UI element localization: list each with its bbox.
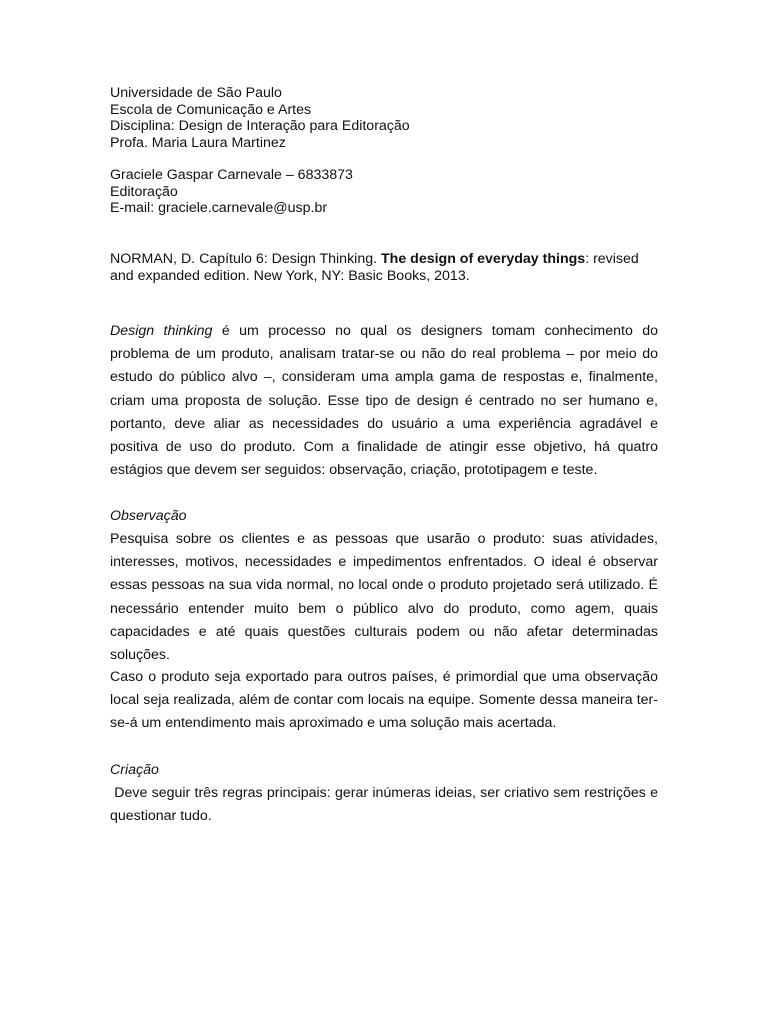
observacao-paragraph-2: Caso o produto seja exportado para outros países, é primordial que uma observação local seja realizada, além de contar com locais na equipe. Somente dessa maneira ter-se-á um entendimento mais aproximado e uma solução mais acertada. (110, 669, 658, 732)
intro-paragraph (110, 320, 658, 482)
section-heading-criacao: Criação (110, 762, 159, 778)
course-name: Disciplina: Design de Interação para Editoração (110, 118, 410, 134)
criacao-paragraph: Deve seguir três regras principais: gerar inúmeras ideias, ser criativo sem restrições e questionar tudo. (110, 785, 662, 825)
reference-suffix: : revised and expanded edition. New York, NY: Basic Books, 2013. (110, 251, 639, 284)
reference-book-title: The design of everyday things (380, 251, 586, 267)
intro-text: é um processo no qual os designers tomam conhecimento do problema de um produto, analisam tratar-se ou não do real problema – por meio do estudo do público alvo –, consideram uma ampla gama de respostas e, finalmente, criam uma proposta de solução. Esse tipo de design é centrado no ser humano e, portanto, deve aliar as necessidades do usuário a uma experiência agradável e positiva de uso do produto. Com a finalidade de atingir esse objetivo, há quatro estágios que devem ser seguidos: observação, criação, prototipagem e teste. (110, 323, 658, 479)
bibliographic-reference (110, 251, 658, 284)
institution-header (110, 85, 658, 151)
reference-prefix: NORMAN, D. Capítulo 6: Design Thinking. (110, 251, 381, 267)
university-name: Universidade de São Paulo (110, 85, 282, 101)
observacao-paragraph-1: Pesquisa sobre os clientes e as pessoas que usarão o produto: suas atividades, interesses, motivos, necessidades e impedimentos enfrentados. O ideal é observar essas pessoas na sua vida normal, no local onde o produto projetado será utilizado. É necessário entender muito bem o público alvo do produto, como agem, quais capacidades e até quais questões culturais podem ou não afetar determinadas soluções. (110, 531, 658, 664)
author-email: E-mail: graciele.carnevale@usp.br (110, 200, 328, 216)
professor-name: Profa. Maria Laura Martinez (110, 134, 286, 151)
author-header (110, 167, 658, 217)
author-program: Editoração (110, 183, 178, 200)
intro-term: Design thinking (110, 323, 213, 339)
author-name: Graciele Gaspar Carnevale – 6833873 (110, 167, 353, 183)
section-heading-observacao: Observação (110, 508, 187, 524)
school-name: Escola de Comunicação e Artes (110, 101, 312, 118)
